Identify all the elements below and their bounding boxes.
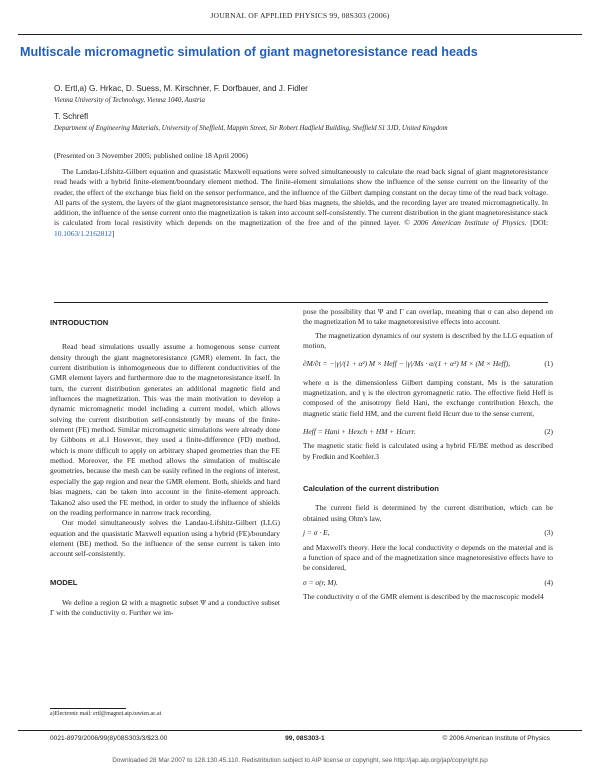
journal-header: JOURNAL OF APPLIED PHYSICS 99, 08S303 (2006) — [210, 11, 390, 20]
footnote-email: a)Electronic mail: ertl@magnet.atp.tuwien.ac.at — [50, 711, 162, 717]
model-heading: MODEL — [50, 577, 78, 587]
author-secondary: T. Schrefl — [54, 112, 89, 121]
right-paragraph-4: The magnetic static field is calculated using a hybrid FE/BE method as described by Fredkin and Koehler.3 — [303, 441, 553, 461]
equation-3-body: j = σ · E, — [303, 528, 330, 538]
equation-2-number: (2) — [544, 427, 553, 437]
equation-4 — [303, 578, 553, 588]
footer-rule — [18, 730, 582, 731]
doi-suffix: ] — [111, 228, 115, 238]
footnote-rule — [50, 708, 126, 709]
right-column — [303, 307, 553, 602]
intro-paragraph-2: Our model simultaneously solves the Landau-Lifshitz-Gilbert (LLG) equation and the quasistatic Maxwell equation using a hybrid (FE)/boundary element (BE) method. So the influence of the sense current is taken into account self-consistently. — [50, 518, 280, 559]
equation-3 — [303, 528, 553, 538]
abstract-rule — [54, 302, 548, 303]
right-paragraph-3: where α is the dimensionless Gilbert damping constant, Ms is the saturation magnetization, and γ is the electron gyromagnetic ratio. The effective field Heff is composed of the anisotropy field Hani, the exchange contribution Hexch, the magnetic static field HM, and the current field Hcurr due to the sense current, — [303, 377, 553, 418]
footer-page: 99, 08S303-1 — [285, 735, 325, 742]
footer-row — [50, 735, 550, 742]
equation-1-body: ∂M/∂t = −|γ|/(1 + α²) M × Heff − |γ|/Ms · α/(1 + α²) M × (M × Heff), — [303, 359, 511, 369]
equation-2-body: Heff = Hani + Hexch + HM + Hcurr. — [303, 427, 416, 437]
abstract-copyright: © 2006 American Institute of Physics. — [404, 218, 527, 228]
intro-heading: INTRODUCTION — [50, 318, 109, 327]
right-paragraph-1: pose the possibility that Ψ and Γ can overlap, meaning that σ can also depend on the magnetization M to take magnetoresistive effects into account. — [303, 307, 553, 327]
right-paragraph-6: and Maxwell's theory. Here the local conductivity σ depends on the material and is a function of space and of the magnetization since magnetoresistive effects have to be considered, — [303, 542, 553, 573]
equation-1 — [303, 359, 553, 369]
doi-link[interactable]: 10.1063/1.2162812 — [54, 228, 112, 238]
abstract-text: The Landau-Lifshitz-Gilbert equation and quasistatic Maxwell equations were solved simultaneously to calculate the read back signal of giant magnetoresistance read heads with a hybrid finite-element/boundary element method. The finite-element simulations show the influence of the sense current on the linearity of the reader, the effect of the exchange bias field on the sensor performance, and the influence of the Gilbert damping constant on the decay time of the read back voltage. All parts of the system, the layers of the giant magnetoresistance sensor, the hard bias magnets, the shields, and the recording layer are treated micromagnetically. In addition, the influence of the sense current onto the magnetization is taken into account self-consistently. The current distribution in the giant magnetoresistance stack is calculated from local resistivity which depends on the magnetization of the free and of the pinned layer. — [54, 167, 548, 228]
affiliation-sheffield: Department of Engineering Materials, University of Sheffield, Mappin Street, Sir Robert Hadfield Building, Sheffield S1 3JD, United Kingdom — [54, 125, 448, 132]
equation-4-number: (4) — [544, 577, 553, 587]
equation-4-body: σ = σ(r, M). — [303, 577, 338, 587]
calc-heading: Calculation of the current distribution — [303, 484, 439, 494]
equation-1-number: (1) — [544, 359, 553, 369]
paper-title: Multiscale micromagnetic simulation of giant magnetoresistance read heads — [20, 45, 478, 59]
doi-prefix: [DOI: — [530, 218, 549, 228]
footer-copyright: © 2006 American Institute of Physics — [442, 735, 550, 742]
authors-primary: O. Ertl,a) G. Hrkac, D. Suess, M. Kirschner, F. Dorfbauer, and J. Fidler — [54, 84, 308, 93]
equation-3-number: (3) — [544, 528, 553, 538]
right-paragraph-2: The magnetization dynamics of our system is described by the LLG equation of motion, — [303, 330, 553, 351]
equation-2 — [303, 427, 553, 437]
affiliation-vienna: Vienna University of Technology, Vienna 1040, Austria — [54, 97, 205, 104]
right-paragraph-5: The current field is determined by the current distribution, which can be obtained using Ohm's law, — [303, 503, 553, 523]
abstract — [54, 167, 548, 239]
download-notice: Downloaded 28 Mar 2007 to 128.130.45.110. Redistribution subject to AIP license or copyright, see http://jap.aip.org/jap/copyright.jsp — [112, 757, 488, 764]
model-paragraph-1: We define a region Ω with a magnetic subset Ψ and a conductive subset Γ with the conductivity σ. Further we im- — [50, 597, 280, 618]
footer-issn: 0021-8979/2006/99(8)/08S303/3/$23.00 — [50, 735, 168, 742]
right-paragraph-7: The conductivity σ of the GMR element is described by the macroscopic model4 — [303, 591, 544, 601]
left-column — [50, 318, 280, 619]
received-date: (Presented on 3 November 2005; published online 18 April 2006) — [54, 151, 248, 160]
intro-paragraph-1: Read head simulations usually assume a homogenous sense current density through the giant magnetoresistance (GMR) element. In fact, the current distribution is inhomogeneous due to different conductivities of the GMR element layers and furthermore due to the magnetoresistance itself. In turn, the current distribution generates an additional magnetic field and influences the magnetization. This was the main motivation to develop a dynamic micromagnetic model including a current model, which allows solving the current distribution self-consistently by means of the finite-element (FE) method. Similar micromagnetic simulations were already done by Gibbons et al.1 However, they used a finite-difference (FD) method, which is more difficult to apply on arbitrary shaped geometries than the FE method. Moreover, the FE method allows the simulation of multiscale geometries, because the mesh can be easily refined in the regions of interest, especially the gap region and near the GMR element. Both, shields and hard bias magnets, can be taken into account in the finite-element approach. Takano2 also used the FE method, in order to study the influence of shields on the reading performance in narrow track recording. — [50, 342, 280, 517]
header-rule — [18, 34, 582, 35]
